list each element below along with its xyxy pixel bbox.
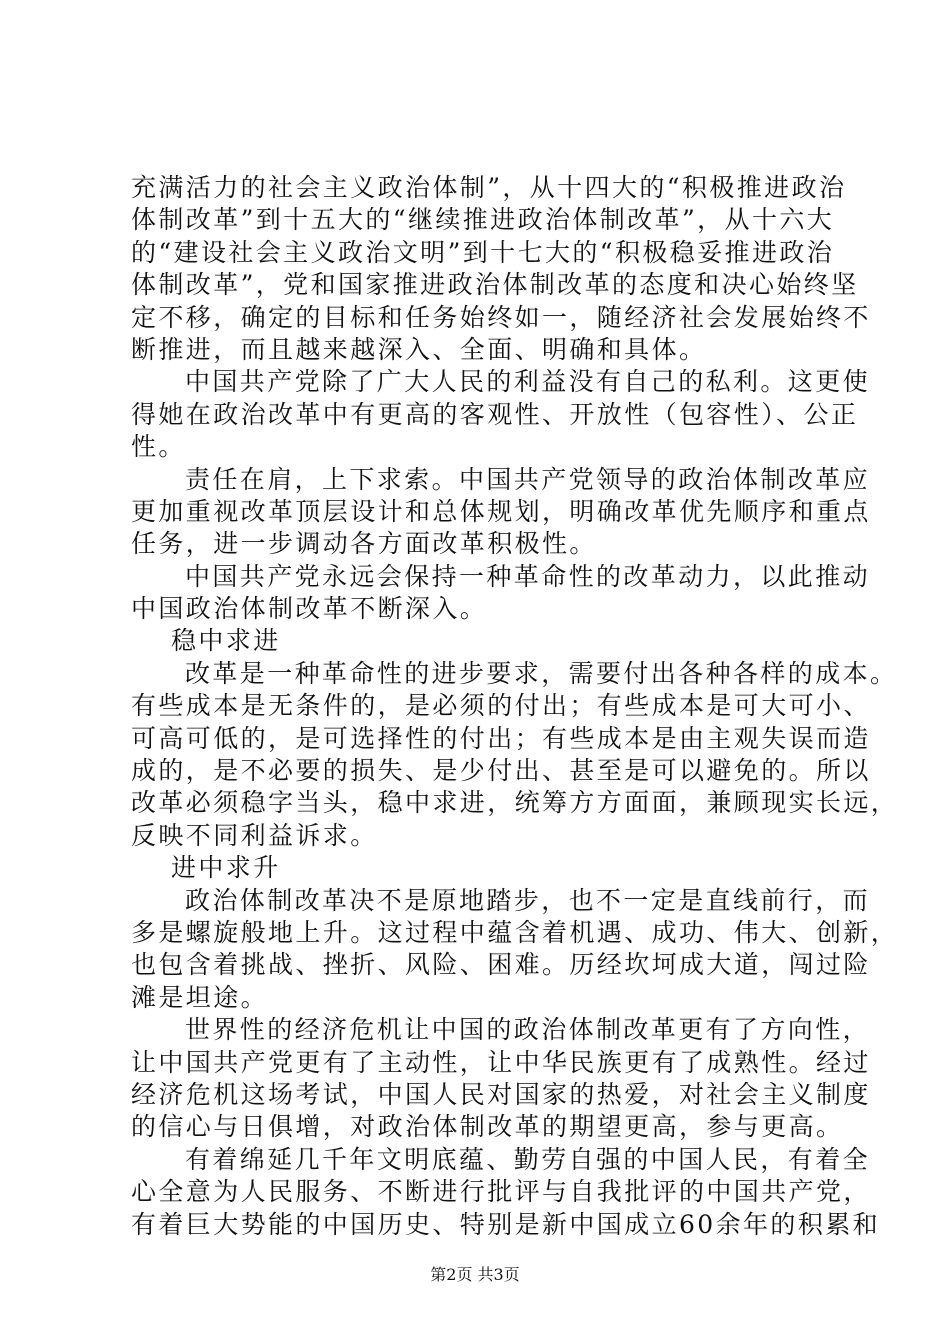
text-line: 心全意为人民服务、不断进行批评与自我批评的中国共产党， <box>131 1177 871 1207</box>
text-line: 经济危机这场考试，中国人民对国家的热爱，对社会主义制度 <box>131 1079 871 1109</box>
text-line: 体制改革”，党和国家推进政治体制改革的态度和决心始终坚 <box>131 270 859 300</box>
section-heading: 进中求升 <box>171 853 281 883</box>
text-line: 定不移，确定的目标和任务始终如一，随经济社会发展始终不 <box>131 302 871 332</box>
text-line: 滩是坦途。 <box>131 982 269 1012</box>
text-line: 有些成本是无条件的，是必须的付出；有些成本是可大可小、 <box>131 691 871 721</box>
text-line: 断推进，而且越来越深入、全面、明确和具体。 <box>131 334 707 364</box>
text-line: 中国政治体制改革不断深入。 <box>131 594 488 624</box>
text-line: 有着巨大势能的中国历史、特别是新中国成立60余年的积累和 <box>131 1209 881 1239</box>
text-line: 也包含着挑战、挫折、风险、困难。历经坎坷成大道，闯过险 <box>131 950 871 980</box>
text-line: 反映不同利益诉求。 <box>131 820 378 850</box>
text-line: 得她在政治改革中有更高的客观性、开放性（包容性）、公正 <box>131 399 859 429</box>
paragraph-first-line: 中国共产党除了广大人民的利益没有自己的私利。这更使 <box>185 367 871 397</box>
paragraph-first-line: 世界性的经济危机让中国的政治体制改革更有了方向性， <box>185 1015 871 1045</box>
text-line: 多是螺旋般地上升。这过程中蕴含着机遇、成功、伟大、创新， <box>131 917 899 947</box>
page-footer: 第2页 共3页 <box>430 1265 520 1284</box>
text-line: 任务，进一步调动各方面改革积极性。 <box>131 529 597 559</box>
text-line: 让中国共产党更有了主动性，让中华民族更有了成熟性。经过 <box>131 1047 871 1077</box>
text-line: 的信心与日俱增，对政治体制改革的期望更高，参与更高。 <box>131 1112 844 1142</box>
text-line: 性。 <box>131 432 186 462</box>
text-line: 的“建设社会主义政治文明”到十七大的“积极稳妥推进政治 <box>131 237 835 267</box>
paragraph-first-line: 改革是一种革命性的进步要求，需要付出各种各样的成本。 <box>185 658 898 688</box>
text-line: 成的，是不必要的损失、是少付出、甚至是可以避免的。所以 <box>131 756 871 786</box>
paragraph-first-line: 政治体制改革决不是原地踏步，也不一定是直线前行，而 <box>185 885 871 915</box>
section-heading: 稳中求进 <box>171 626 281 656</box>
text-line: 更加重视改革顶层设计和总体规划，明确改革优先顺序和重点 <box>131 496 871 526</box>
text-line: 充满活力的社会主义政治体制”，从十四大的“积极推进政治 <box>131 173 847 202</box>
text-line: 体制改革”到十五大的“继续推进政治体制改革”，从十六大 <box>131 205 835 235</box>
text-line: 可高可低的，是可选择性的付出；有些成本是由主观失误而造 <box>131 723 871 753</box>
document-body <box>131 172 899 1241</box>
paragraph-first-line: 有着绵延几千年文明底蕴、勤劳自强的中国人民，有着全 <box>185 1144 871 1174</box>
text-line: 改革必须稳字当头，稳中求进，统筹方方面面，兼顾现实长远， <box>131 788 899 818</box>
paragraph-first-line: 中国共产党永远会保持一种革命性的改革动力，以此推动 <box>185 561 871 591</box>
paragraph-first-line: 责任在肩，上下求索。中国共产党领导的政治体制改革应 <box>185 464 871 494</box>
